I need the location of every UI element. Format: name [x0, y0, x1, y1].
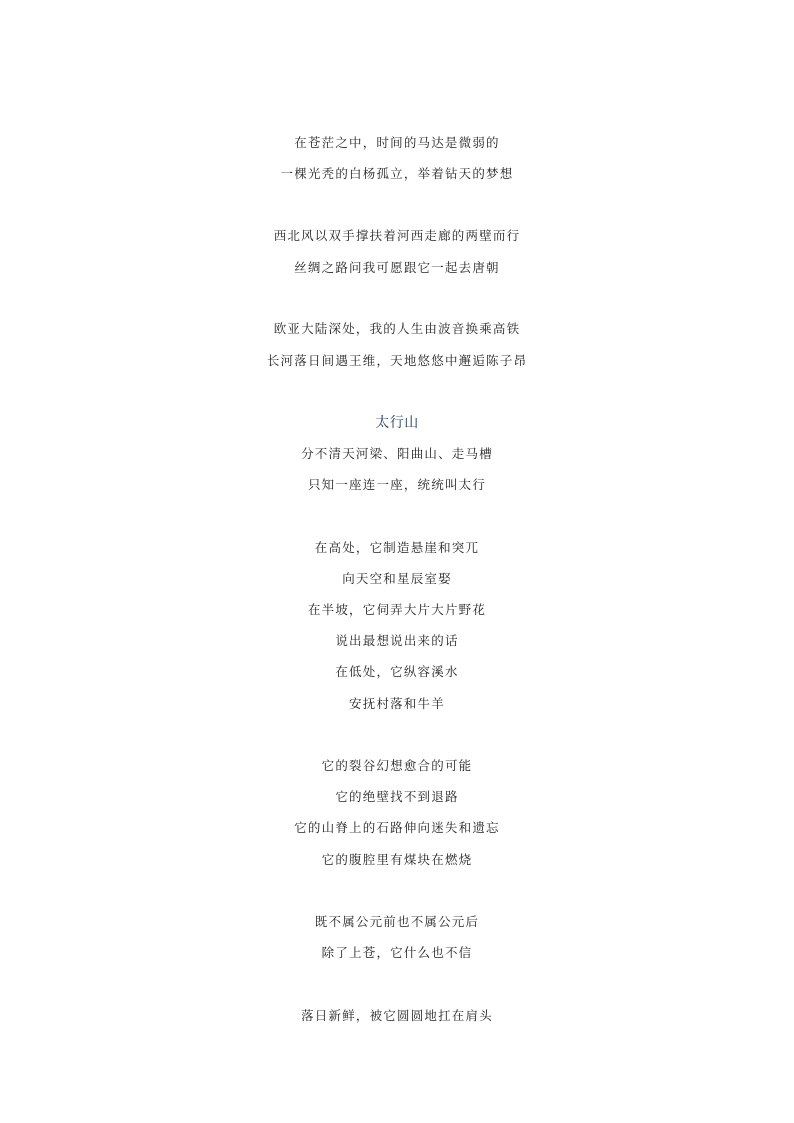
poem-line: 只知一座连一座，统统叫太行: [307, 477, 487, 492]
poem-line: 在低处，它纵容溪水: [335, 664, 459, 679]
poem-line: 它的裂谷幻想愈合的可能: [321, 758, 473, 773]
poem-line: 向天空和星辰室娶: [342, 571, 452, 586]
poem-line: 既不属公元前也不属公元后: [314, 914, 480, 929]
poem-title: 太行山: [375, 415, 419, 431]
poem-line: 在半坡，它伺弄大片大片野花: [307, 602, 487, 617]
poem-line: 落日新鲜，被它圆圆地扛在肩头: [301, 1008, 493, 1023]
poem-line: 西北风以双手撑扶着河西走廊的两壁而行: [273, 228, 521, 243]
poem-line: 长河落日间遇王维，天地悠悠中邂逅陈子昂: [266, 353, 528, 368]
poem-line: 一棵光秃的白杨孤立，举着钻天的梦想: [280, 166, 514, 181]
poem-line: 分不清天河梁、阳曲山、走马槽: [301, 446, 493, 461]
poem-line: 在苍茫之中，时间的马达是微弱的: [294, 135, 500, 150]
poem-line: 说出最想说出来的话: [335, 633, 459, 648]
poem-line: 它的绝壁找不到退路: [335, 789, 459, 804]
poem-line: 它的腹腔里有煤块在燃烧: [321, 852, 473, 867]
poem-line: 欧亚大陆深处，我的人生由波音换乘高铁: [273, 321, 521, 336]
poem-line: 在高处，它制造悬崖和突兀: [314, 540, 480, 555]
poem-line: 它的山脊上的石路伸向迷失和遗忘: [294, 820, 500, 835]
poem-line: 丝绸之路问我可愿跟它一起去唐朝: [294, 260, 500, 275]
poem-line: 除了上苍，它什么也不信: [321, 945, 473, 960]
poem-line: 安抚村落和牛羊: [349, 696, 445, 711]
